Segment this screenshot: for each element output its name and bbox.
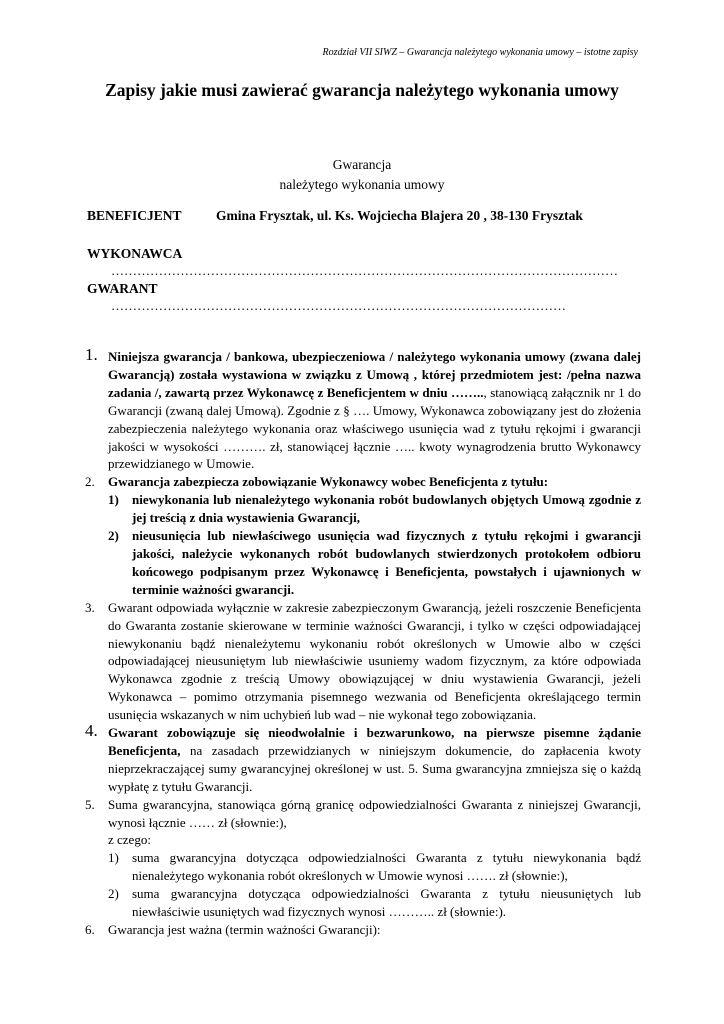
section-5-point-1-number: 1) xyxy=(108,850,119,866)
wykonawca-dots: ……………………………………………………………………………………………………… xyxy=(111,263,618,278)
section-1 xyxy=(84,345,641,473)
page-title: Zapisy jakie musi zawierać gwarancja należytego wykonania umowy xyxy=(105,80,619,100)
guarantee-subtitle xyxy=(0,155,724,195)
section-5-point-1-text: suma gwarancyjna dotycząca odpowiedzialności Gwaranta z tytułu niewykonania bądź nienależytego wykonania robót określonych w Umowie wynosi ……. zł (słownie:), xyxy=(132,850,641,884)
section-5-number: 5. xyxy=(85,796,95,812)
section-6-number: 6. xyxy=(85,922,95,937)
section-2-point-1 xyxy=(108,491,641,527)
section-5 xyxy=(84,796,641,921)
section-2 xyxy=(84,473,641,598)
section-1-text: , stanowiącą załącznik nr 1 do Gwarancji (zwaną dalej Umową). Zgodnie z § …. Umowy, Wykonawca zobowiązany jest do złożenia zabezpieczenia należytego wykonania oraz właściwego usunięcia wad z tytułu rękojmi i gwarancji jakości w wysokości ………. zł, stanowiącej łącznie ….. kwoty wynagrodzenia brutto Wykonawcy przewidzianego w Umowie. xyxy=(108,384,641,472)
section-3-number: 3. xyxy=(85,599,95,615)
section-4-bold-text: Gwarant zobowiązuje się nieodwołalnie i bezwarunkowo, na pierwsze pisemne żądanie Beneficjenta, xyxy=(108,725,641,758)
section-3 xyxy=(84,599,641,724)
beneficjent-value: Gmina Frysztak, ul. Ks. Wojciecha Blajera 20 , 38-130 Frysztak xyxy=(216,208,583,223)
section-2-point-2 xyxy=(108,527,641,599)
section-2-point-1-number: 1) xyxy=(108,492,119,508)
gwarant-label: GWARANT xyxy=(87,281,158,296)
gwarant-dots: …………………………………………………………………………………………… xyxy=(111,298,566,313)
section-5-text: Suma gwarancyjna, stanowiąca górną granicę odpowiedzialności Gwaranta z niniejszej Gwarancji, wynosi łącznie …… zł (słownie:), xyxy=(108,796,641,830)
section-5-point-2-text: suma gwarancyjna dotycząca odpowiedzialności Gwaranta z tytułu nieusuniętych lub niewłaściwie usuniętych wad fizycznych wynosi ……….. zł (słownie:). xyxy=(132,886,641,920)
section-2-point-1-text: niewykonania lub nienależytego wykonania robót budowlanych objętych Umową zgodnie z jej treścią z dnia wystawienia Gwarancji, xyxy=(132,492,641,526)
section-2-number: 2. xyxy=(85,474,95,490)
section-4-number: 4. xyxy=(85,721,98,741)
subtitle-line-2: należytego wykonania umowy xyxy=(279,177,445,192)
section-6 xyxy=(84,921,641,939)
beneficjent-label: BENEFICJENT xyxy=(87,208,182,223)
running-header: Rozdział VII SIWZ – Gwarancja należytego wykonania umowy – istotne zapisy xyxy=(322,47,638,58)
section-6-text: Gwarancja jest ważna (termin ważności Gwarancji): xyxy=(108,922,381,937)
section-5-point-2-number: 2) xyxy=(108,886,119,902)
section-5-point-2 xyxy=(108,885,641,921)
section-4-text: na zasadach przewidzianych w niniejszym dokumencie, do zapłacenia kwoty nieprzekraczającej sumy gwarancyjnej określonej w ust. 5. Suma gwarancyjna zmniejsza się o każdą wypłatę z tytułu Gwarancji. xyxy=(108,742,641,794)
section-1-number: 1. xyxy=(85,345,98,364)
section-3-text: Gwarant odpowiada wyłącznie w zakresie zabezpieczonym Gwarancją, jeżeli roszczenie Beneficjenta do Gwaranta zostanie skierowane w terminie ważności Gwarancji, i tylko w części odpowiadającej niewykonaniu bądź nienależytemu wykonaniu robót określonych w Umowie albo w części odpowiadającej nieusuniętym lub niewłaściwie usuniemy wadom fizycznym, za które odpowiada Wykonawca zgodnie z treścią Umowy obowiązującej w dniu wystawienia Gwarancji, jeżeli Wykonawca – pomimo otrzymania pisemnego wezwania od Beneficjenta określającego termin usunięcia wskazanych w nim uchybień lub wad – nie wykonał tego zobowiązania. xyxy=(108,599,641,723)
section-2-point-2-text: nieusunięcia lub niewłaściwego usunięcia wad fizycznych z tytułu rękojmi i gwarancji jakości, należycie wykonanych robót budowlanych stwierdzonych protokołem odbioru końcowego podpisanym przez Wykonawcę i Beneficjenta, powstałych i ujawnionych w terminie ważności gwarancji. xyxy=(132,528,641,597)
section-2-text: Gwarancja zabezpiecza zobowiązanie Wykonawcy wobec Beneficjenta z tytułu: xyxy=(108,474,549,490)
section-4 xyxy=(84,721,641,796)
wykonawca-label: WYKONAWCA xyxy=(87,246,183,261)
section-5-point-1 xyxy=(108,849,641,885)
section-2-point-2-number: 2) xyxy=(108,528,119,544)
section-1-bold-text: Niniejsza gwarancja / bankowa, ubezpieczeniowa / należytego wykonania umowy (zwana dalej Gwarancją) została wystawiona w związku z Umową , której przedmiotem jest: /pełna nazwa zadania /, zawartą przez Wykonawcę z Beneficjentem w dniu …….. xyxy=(108,349,641,400)
guarantee-body xyxy=(84,345,641,939)
subtitle-line-1: Gwarancja xyxy=(332,157,392,172)
section-5-czego: z czego: xyxy=(108,832,151,848)
